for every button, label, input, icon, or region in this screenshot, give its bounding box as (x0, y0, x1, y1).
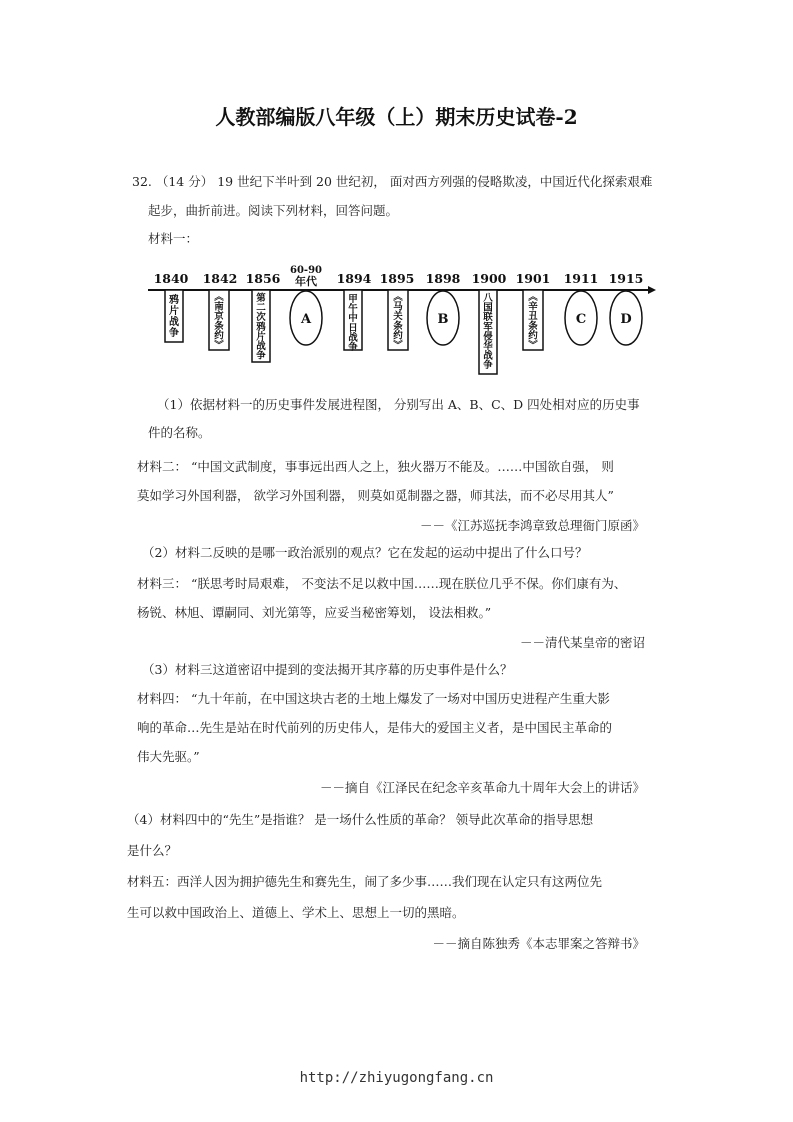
event-char: 八 (483, 293, 493, 304)
material4-line1: 材料四： “九十年前，在中国这块古老的土地上爆发了一场对中国历史进程产生重大影 (137, 691, 610, 706)
event-nanjing-treaty (214, 292, 224, 351)
event-char: 鸦 (256, 321, 266, 333)
event-shimonoseki-treaty (393, 292, 403, 351)
q1-line2: 件的名称。 (148, 425, 211, 440)
event-char: 争 (169, 328, 179, 339)
material5-line2: 生可以救中国政治上、道德上、学术上、思想上一切的黑暗。 (127, 905, 465, 920)
event-char: 中 (348, 313, 358, 325)
timeline-diagram (148, 262, 658, 382)
event-char: 军 (483, 321, 493, 333)
event-char: ︽ (528, 292, 538, 303)
placeholder-B: B (437, 312, 449, 327)
event-char: 国 (483, 302, 493, 314)
event-char: 战 (169, 317, 179, 328)
q4-line2: 是什么？ (127, 843, 178, 858)
material5-line1: 材料五：西洋人因为拥护德先生和赛先生，闹了多少事……我们现在认定只有这两位先 (127, 874, 603, 889)
material3-line1: 材料三： “朕思考时局艰难， 不变法不足以救中国……现在朕位几乎不保。你们康有为、 (137, 576, 627, 591)
material4-line2: 响的革命…先生是站在时代前列的历史伟人，是伟大的爱国主义者，是中国民主革命的 (137, 720, 613, 735)
event-char: 战 (256, 341, 266, 352)
event-char: 战 (348, 332, 358, 344)
event-char: ︽ (214, 292, 224, 303)
year-label: 1842 (202, 271, 238, 286)
year-label: 1898 (425, 271, 461, 286)
page-title: 人教部编版八年级（上）期末历史试卷-2 (215, 105, 578, 129)
timeline-arrow (648, 286, 656, 294)
event-char: 午 (348, 303, 358, 315)
event-second-opium-war (255, 292, 266, 362)
event-char: ︽ (393, 292, 403, 303)
event-char: 次 (256, 312, 266, 324)
event-char: 争 (483, 360, 493, 372)
event-char: 条 (528, 320, 538, 332)
event-char: 日 (348, 322, 358, 334)
q3-text: （3）材料三这道密诏中提到的变法揭开其序幕的历史事件是什么？ (142, 662, 513, 677)
event-char: 第 (256, 293, 266, 304)
year-label: 1900 (471, 271, 507, 286)
event-boxer-protocol (528, 292, 538, 351)
event-char: 京 (214, 311, 224, 323)
event-char: 二 (256, 302, 266, 314)
q1-line1: （1）依据材料一的历史事件发展进程图， 分别写出 A、B、C、D 四处相对应的历史事 (157, 397, 640, 412)
event-char: 丑 (528, 311, 538, 323)
placeholder-A: A (300, 312, 312, 327)
year-label: 1840 (153, 271, 189, 286)
event-char: 联 (483, 312, 493, 324)
event-char: 关 (393, 311, 403, 323)
year-label: 1901 (515, 271, 551, 286)
question-intro-line2: 起步，曲折前进。阅读下列材料，回答问题。 (148, 203, 399, 218)
material2-line1: 材料二： “中国文武制度，事事远出西人之上，独火器万不能及。……中国欲自强， 则 (137, 459, 614, 474)
year-label: 1911 (563, 271, 599, 286)
material3-line2: 杨锐、林旭、谭嗣同、刘光第等，应妥当秘密筹划， 设法相救。” (137, 605, 492, 620)
year-label: 1856 (245, 271, 281, 286)
event-char: 南 (214, 301, 224, 313)
event-char: 辛 (528, 301, 538, 313)
material1-label: 材料一： (148, 231, 199, 246)
material4-line3: 伟大先驱。” (137, 749, 200, 764)
q2-text: （2）材料二反映的是哪一政治派别的观点？它在发起的运动中提出了什么口号？ (142, 545, 588, 560)
event-char: 条 (214, 320, 224, 332)
material5-source: －－摘自陈独秀《本志罪案之答辩书》 (432, 936, 645, 951)
year-label: 60-90 (290, 265, 322, 276)
year-label: 年代 (295, 275, 317, 288)
event-char: 鸦 (169, 295, 179, 306)
event-char: 战 (483, 350, 493, 362)
event-char: 侵 (483, 331, 493, 343)
event-char: ︾ (214, 340, 224, 351)
question-intro-line1: 32. （14 分） 19 世纪下半叶到 20 世纪初， 面对西方列强的侵略欺凌，中国近代化探索艰难 (132, 174, 653, 189)
material3-source: －－清代某皇帝的密诏 (519, 635, 645, 650)
year-label: 1915 (608, 271, 644, 286)
placeholder-C: C (575, 312, 587, 327)
event-char: ︾ (393, 340, 403, 351)
event-char: 争 (348, 342, 358, 353)
event-char: 马 (393, 301, 403, 313)
event-char: 片 (169, 306, 179, 317)
event-char: 条 (393, 320, 403, 332)
q4-line1: （4）材料四中的“先生”是指谁？ 是一场什么性质的革命？ 领导此次革命的指导思想 (127, 812, 594, 827)
year-label: 1895 (379, 271, 415, 286)
footer-url: http://zhiyugongfang.cn (299, 1070, 494, 1086)
event-char: 甲 (348, 294, 358, 305)
event-char: ︾ (528, 340, 538, 351)
event-char: 片 (256, 331, 266, 343)
material2-source: －－《江苏巡抚李鸿章致总理衙门原函》 (419, 518, 645, 533)
event-char: 约 (214, 330, 224, 342)
material4-source: －－摘自《江泽民在纪念辛亥革命九十周年大会上的讲话》 (319, 780, 645, 795)
placeholder-D: D (620, 312, 632, 327)
event-opium-war (169, 293, 179, 339)
year-label: 1894 (336, 271, 372, 286)
event-sino-japanese-war (348, 294, 358, 353)
event-char: 约 (393, 330, 403, 342)
event-char: 争 (256, 350, 266, 362)
event-char: 约 (528, 330, 538, 342)
event-char: 华 (483, 341, 493, 352)
material2-line2: 莫如学习外国利器， 欲学习外国利器， 则莫如觅制器之器，师其法，而不必尽用其人” (137, 488, 614, 503)
event-eight-nation-war (483, 293, 493, 371)
